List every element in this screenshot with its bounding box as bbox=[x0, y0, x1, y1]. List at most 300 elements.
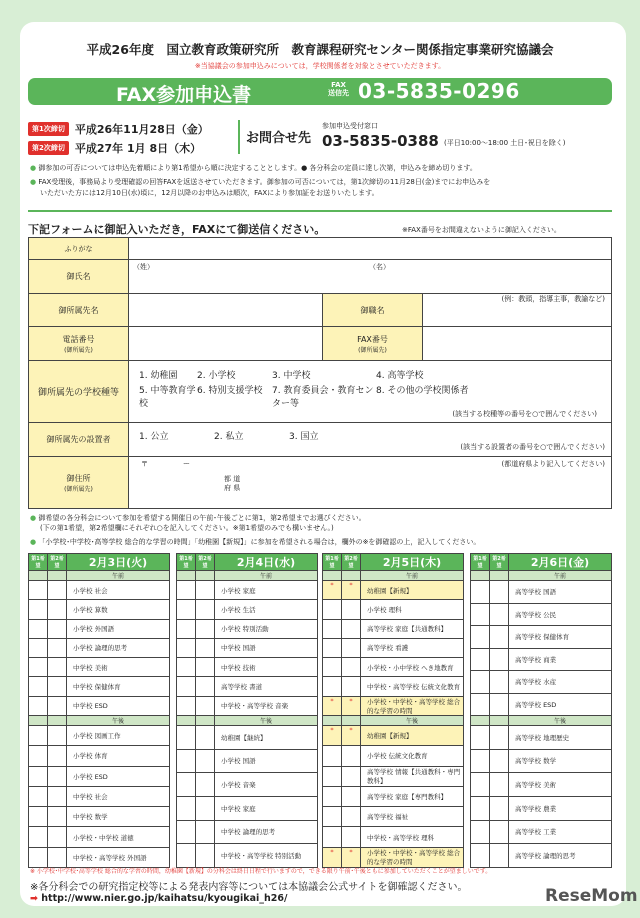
school-type-label: 御所属先の学校種等 bbox=[29, 361, 129, 423]
session-row-item bbox=[29, 786, 170, 806]
choice1-checkbox[interactable] bbox=[323, 827, 342, 847]
session-row-item bbox=[29, 696, 170, 715]
choice1-checkbox[interactable] bbox=[177, 600, 196, 619]
deadline-badge: 第1次締切 bbox=[28, 122, 69, 136]
subject-name: 小学校 社会 bbox=[67, 581, 170, 600]
subject-name: 小学校・中学校・高等学校 総合的な学習の時間 bbox=[361, 696, 464, 715]
choice2-checkbox[interactable] bbox=[196, 677, 215, 696]
choice2-checkbox[interactable] bbox=[196, 600, 215, 619]
deadline-date: 平成26年11月28日（金） bbox=[74, 123, 209, 136]
session-row bbox=[177, 715, 318, 725]
subject-name: 幼稚園【継続】 bbox=[215, 725, 318, 749]
subject-name: 幼稚園【新規】 bbox=[361, 725, 464, 745]
contact-number: 03-5835-0388 bbox=[322, 132, 439, 150]
subject-name: 高等学校 書道 bbox=[215, 677, 318, 696]
fax-banner bbox=[28, 78, 612, 105]
choice2-checkbox[interactable] bbox=[342, 827, 361, 847]
choice1-checkbox[interactable] bbox=[177, 696, 196, 715]
school-option[interactable]: 5. 中等教育学校 bbox=[139, 386, 196, 409]
school-type-field[interactable] bbox=[129, 361, 612, 423]
position-label: 御職名 bbox=[323, 294, 423, 327]
session-row-item bbox=[177, 619, 318, 638]
choice1-checkbox[interactable] bbox=[323, 786, 342, 806]
affiliation-field[interactable] bbox=[129, 294, 323, 327]
choice1-checkbox[interactable]: * bbox=[323, 696, 342, 715]
subject-name: 小学校 音楽 bbox=[215, 773, 318, 797]
choice2-checkbox[interactable] bbox=[490, 749, 509, 773]
choice2-checkbox[interactable] bbox=[196, 638, 215, 657]
choice2-checkbox[interactable] bbox=[196, 844, 215, 868]
address-label bbox=[29, 457, 129, 509]
session-row-item bbox=[29, 766, 170, 786]
subject-name: 高等学校 水産 bbox=[509, 671, 612, 694]
subject-name: 中学校 保健体育 bbox=[67, 677, 170, 696]
footer-red-note: ※ 小学校･中学校･高等学校 総合的な学習の時間，幼稚園【新規】の分科会は終日日程で行いますので，できる限り午前･午後ともに参加していただくことが望ましいです。 bbox=[30, 868, 492, 875]
session-label: 午後 bbox=[67, 715, 170, 725]
school-option[interactable]: 2. 小学校 bbox=[197, 371, 236, 381]
deadline-2 bbox=[28, 140, 201, 156]
session-row-item bbox=[323, 827, 464, 847]
address-label-text: 御住所 bbox=[66, 473, 91, 483]
school-hint: (該当する校種等の番号を○で囲んでください) bbox=[452, 410, 597, 418]
choice1-checkbox[interactable] bbox=[29, 600, 48, 619]
session-label: 午前 bbox=[67, 571, 170, 581]
subject-name: 高等学校 保健体育 bbox=[509, 626, 612, 649]
session-row-item bbox=[177, 658, 318, 677]
schedule-day-table bbox=[322, 553, 464, 868]
choice1-checkbox[interactable] bbox=[29, 786, 48, 806]
position-hint: (例：教頭，指導主事，教諭など) bbox=[501, 295, 605, 303]
subject-name: 高等学校 ESD bbox=[509, 693, 612, 716]
choice2-checkbox[interactable] bbox=[48, 619, 67, 638]
session-row-item bbox=[323, 807, 464, 827]
subject-name: 高等学校 論理的思考 bbox=[509, 844, 612, 868]
subject-name: 中学校 数学 bbox=[67, 807, 170, 827]
school-option[interactable]: 4. 高等学校 bbox=[376, 371, 424, 381]
cell bbox=[342, 715, 361, 725]
subject-name: 小学校・中学校 道徳 bbox=[67, 827, 170, 847]
choice2-checkbox[interactable] bbox=[196, 725, 215, 749]
session-row-item bbox=[177, 677, 318, 696]
choice1-checkbox[interactable] bbox=[471, 626, 490, 649]
founder-field[interactable] bbox=[129, 423, 612, 457]
phone-field[interactable] bbox=[129, 327, 323, 361]
choice1-checkbox[interactable]: * bbox=[323, 581, 342, 600]
choice1-checkbox[interactable] bbox=[323, 600, 342, 619]
choice1-checkbox[interactable] bbox=[29, 638, 48, 657]
fax-label bbox=[323, 327, 423, 361]
subject-name: 中学校 社会 bbox=[67, 786, 170, 806]
choice1-checkbox[interactable] bbox=[177, 844, 196, 868]
session-row-item bbox=[323, 746, 464, 766]
subject-name: 小学校 伝統文化教育 bbox=[361, 746, 464, 766]
session-row bbox=[323, 571, 464, 581]
choice2-checkbox[interactable] bbox=[196, 619, 215, 638]
fax-sub: (御所属先) bbox=[358, 346, 387, 354]
choice1-checkbox[interactable] bbox=[471, 773, 490, 797]
choice1-checkbox[interactable] bbox=[29, 619, 48, 638]
cell bbox=[490, 716, 509, 726]
choice1-checkbox[interactable] bbox=[177, 638, 196, 657]
phone-label bbox=[29, 327, 129, 361]
choice2-checkbox[interactable] bbox=[48, 847, 67, 867]
subject-name: 幼稚園【新規】 bbox=[361, 581, 464, 600]
subject-name: 小学校 外国語 bbox=[67, 619, 170, 638]
session-row-item bbox=[29, 807, 170, 827]
cell bbox=[471, 716, 490, 726]
schedule-day-table bbox=[470, 553, 612, 868]
choice2-checkbox[interactable] bbox=[342, 600, 361, 619]
school-option[interactable]: 8. その他の学校関係者 bbox=[376, 386, 469, 396]
session-row-item bbox=[471, 820, 612, 844]
subject-name: 高等学校 農業 bbox=[509, 796, 612, 820]
choice2-checkbox[interactable] bbox=[48, 807, 67, 827]
choice1-checkbox[interactable] bbox=[29, 827, 48, 847]
choice2-checkbox[interactable] bbox=[48, 725, 67, 745]
choice2-checkbox[interactable] bbox=[196, 696, 215, 715]
session-row-item bbox=[177, 638, 318, 657]
furigana-field[interactable] bbox=[129, 238, 612, 260]
choice2-checkbox[interactable] bbox=[342, 619, 361, 638]
choice2-checkbox[interactable] bbox=[196, 581, 215, 600]
session-row-item bbox=[323, 677, 464, 696]
session-row-item bbox=[471, 796, 612, 820]
choice2-checkbox[interactable]: * bbox=[342, 581, 361, 600]
choice2-checkbox[interactable] bbox=[342, 746, 361, 766]
fax-number: 03-5835-0296 bbox=[358, 79, 520, 103]
choice2-checkbox[interactable] bbox=[48, 827, 67, 847]
session-row-item bbox=[29, 677, 170, 696]
session-label: 午後 bbox=[215, 715, 318, 725]
bullet-2: ● FAX受理後，事務局より受理確認の回答FAXを返送させていただきます。御参加の可否については，第1次締切の11月28日(金)までにお申込みを bbox=[30, 178, 491, 186]
divider bbox=[28, 210, 612, 212]
subject-name: 高等学校 数学 bbox=[509, 749, 612, 773]
choice2-checkbox[interactable] bbox=[342, 658, 361, 677]
arrow-right-icon: ➡ bbox=[30, 893, 38, 904]
choice2-checkbox[interactable] bbox=[196, 820, 215, 844]
subject-name: 高等学校 家庭【共通教科】 bbox=[361, 619, 464, 638]
position-field[interactable] bbox=[423, 294, 612, 327]
choice2-checkbox[interactable]: * bbox=[342, 847, 361, 867]
cell bbox=[48, 715, 67, 725]
choice2-checkbox[interactable] bbox=[48, 658, 67, 677]
cell bbox=[323, 715, 342, 725]
subject-name: 小学校・小中学校 へき地教育 bbox=[361, 658, 464, 677]
choice1-checkbox[interactable] bbox=[323, 638, 342, 657]
subject-name: 高等学校 地理歴史 bbox=[509, 726, 612, 750]
choice1-checkbox[interactable] bbox=[29, 725, 48, 745]
school-option[interactable]: 7. 教育委員会・教育センター等 bbox=[272, 386, 374, 409]
deadline-badge: 第2次締切 bbox=[28, 141, 69, 155]
session-row bbox=[29, 715, 170, 725]
session-row bbox=[471, 716, 612, 726]
choice2-checkbox[interactable] bbox=[490, 773, 509, 797]
choice1-checkbox[interactable]: * bbox=[323, 725, 342, 745]
choice2-checkbox[interactable] bbox=[196, 796, 215, 820]
choice2-checkbox[interactable] bbox=[490, 693, 509, 716]
choice1-checkbox[interactable] bbox=[471, 749, 490, 773]
choice1-checkbox[interactable] bbox=[29, 847, 48, 867]
choice2-checkbox[interactable] bbox=[490, 726, 509, 750]
session-row-item bbox=[177, 773, 318, 797]
choice2-checkbox[interactable] bbox=[490, 844, 509, 868]
choice2-header: 第2希望 bbox=[342, 554, 361, 571]
session-label: 午前 bbox=[215, 571, 318, 581]
session-row-item bbox=[323, 638, 464, 657]
postal-mark: 〒 ー bbox=[141, 460, 190, 468]
subject-name: 高等学校 商業 bbox=[509, 648, 612, 671]
choice2-checkbox[interactable] bbox=[342, 677, 361, 696]
note-text: 御希望の各分科会について参加を希望する開催日の午前･午後ごとに第1，第2希望までお選びください。 bbox=[38, 514, 366, 522]
choice1-checkbox[interactable] bbox=[323, 807, 342, 827]
choice2-checkbox[interactable] bbox=[48, 766, 67, 786]
session-row bbox=[323, 715, 464, 725]
subject-name: 中学校・高等学校 音楽 bbox=[215, 696, 318, 715]
session-row bbox=[471, 571, 612, 581]
subject-name: 小学校 生活 bbox=[215, 600, 318, 619]
choice2-checkbox[interactable] bbox=[48, 600, 67, 619]
fax-label-1: FAX bbox=[331, 81, 346, 89]
subject-name: 小学校 特別活動 bbox=[215, 619, 318, 638]
choice1-checkbox[interactable] bbox=[177, 658, 196, 677]
choice1-checkbox[interactable] bbox=[29, 746, 48, 766]
choice2-checkbox[interactable] bbox=[342, 766, 361, 786]
day-header: 2月4日(水) bbox=[215, 554, 318, 571]
choice1-checkbox[interactable] bbox=[323, 746, 342, 766]
choice2-checkbox[interactable]: * bbox=[342, 696, 361, 715]
session-row-item bbox=[29, 658, 170, 677]
choice1-header: 第1希望 bbox=[29, 554, 48, 571]
choice1-checkbox[interactable] bbox=[471, 820, 490, 844]
choice1-checkbox[interactable] bbox=[29, 807, 48, 827]
session-row-item bbox=[471, 844, 612, 868]
session-row-item bbox=[177, 696, 318, 715]
subject-name: 高等学校 美術 bbox=[509, 773, 612, 797]
cell bbox=[323, 571, 342, 581]
choice1-checkbox[interactable] bbox=[471, 581, 490, 604]
session-row-item bbox=[471, 773, 612, 797]
choice2-checkbox[interactable] bbox=[342, 786, 361, 806]
session-row-item bbox=[323, 600, 464, 619]
address-field[interactable] bbox=[129, 457, 612, 509]
choice2-checkbox[interactable] bbox=[490, 626, 509, 649]
session-row-item bbox=[29, 619, 170, 638]
subject-name: 小学校 理科 bbox=[361, 600, 464, 619]
session-label: 午後 bbox=[509, 716, 612, 726]
session-row-item bbox=[29, 581, 170, 600]
choice1-checkbox[interactable] bbox=[29, 581, 48, 600]
session-row-item bbox=[323, 658, 464, 677]
choice2-checkbox[interactable] bbox=[48, 786, 67, 806]
choice2-header: 第2希望 bbox=[196, 554, 215, 571]
subject-name: 中学校・高等学校 理科 bbox=[361, 827, 464, 847]
choice1-checkbox[interactable] bbox=[29, 766, 48, 786]
choice1-checkbox[interactable] bbox=[177, 820, 196, 844]
choice1-checkbox[interactable] bbox=[323, 619, 342, 638]
note-1: ● 御希望の各分科会について参加を希望する開催日の午前･午後ごとに第1，第2希望までお選びください。 bbox=[30, 514, 366, 522]
fax-field[interactable] bbox=[423, 327, 612, 361]
form-note: ※FAX番号をお間違えないように御記入ください。 bbox=[402, 226, 561, 234]
choice2-checkbox[interactable] bbox=[490, 796, 509, 820]
subject-name: 中学校 美術 bbox=[67, 658, 170, 677]
choice1-checkbox[interactable] bbox=[177, 677, 196, 696]
session-label: 午前 bbox=[509, 571, 612, 581]
choice1-checkbox[interactable] bbox=[177, 725, 196, 749]
choice1-checkbox[interactable] bbox=[29, 696, 48, 715]
subject-name: 中学校 国語 bbox=[215, 638, 318, 657]
choice2-header: 第2希望 bbox=[48, 554, 67, 571]
choice2-checkbox[interactable] bbox=[342, 807, 361, 827]
choice2-checkbox[interactable] bbox=[196, 749, 215, 773]
note-text: 「小学校･中学校･高等学校 総合的な学習の時間」「幼稚園【新規】」に参加を希望される場合は，欄外の※を御確認の上，記入してください。 bbox=[38, 538, 481, 546]
form-heading: 下記フォームに御記入いただき，FAXにて御送信ください。 bbox=[28, 223, 326, 236]
bullet-text: FAX受理後，事務局より受理確認の回答FAXを返送させていただきます。御参加の可否については，第1次締切の11月28日(金)までにお申込みを bbox=[38, 178, 491, 186]
session-row-item bbox=[177, 796, 318, 820]
contact-label: お問合せ先 bbox=[246, 131, 312, 146]
subject-name: 高等学校 看護 bbox=[361, 638, 464, 657]
session-row-item bbox=[323, 847, 464, 867]
session-row-item bbox=[323, 619, 464, 638]
school-option[interactable]: 1. 幼稚園 bbox=[139, 371, 178, 381]
session-row-item bbox=[29, 847, 170, 867]
choice1-checkbox[interactable] bbox=[471, 844, 490, 868]
founder-option[interactable]: 3. 国立 bbox=[289, 432, 319, 442]
choice2-checkbox[interactable] bbox=[490, 648, 509, 671]
school-option[interactable]: 6. 特別支援学校 bbox=[197, 386, 263, 396]
choice2-checkbox[interactable] bbox=[196, 773, 215, 797]
eligibility-note: ※当協議会の参加申込みについては，学校関係者を対象とさせていただきます。 bbox=[194, 62, 446, 70]
choice1-checkbox[interactable] bbox=[177, 581, 196, 600]
subject-name: 高等学校 福祉 bbox=[361, 807, 464, 827]
session-row-item bbox=[471, 626, 612, 649]
choice2-checkbox[interactable] bbox=[490, 581, 509, 604]
choice1-checkbox[interactable] bbox=[471, 603, 490, 626]
document-title: 平成26年度 国立教育政策研究所 教育課程研究センター関係指定事業研究協議会 bbox=[86, 42, 554, 57]
choice2-checkbox[interactable] bbox=[48, 638, 67, 657]
school-option[interactable]: 3. 中学校 bbox=[272, 371, 311, 381]
choice2-checkbox[interactable] bbox=[342, 638, 361, 657]
fax-label bbox=[328, 81, 349, 97]
subject-name: 小学校 図画工作 bbox=[67, 725, 170, 745]
subject-name: 小学校 算数 bbox=[67, 600, 170, 619]
cell bbox=[177, 571, 196, 581]
divider bbox=[238, 120, 240, 154]
choice1-checkbox[interactable] bbox=[29, 677, 48, 696]
choice1-checkbox[interactable] bbox=[323, 658, 342, 677]
deadline-date: 平成27年 1月 8日（木） bbox=[74, 142, 202, 155]
application-form bbox=[28, 237, 612, 509]
session-row-item bbox=[471, 603, 612, 626]
subject-name: 高等学校 公民 bbox=[509, 603, 612, 626]
choice2-checkbox[interactable] bbox=[490, 671, 509, 694]
cell bbox=[48, 571, 67, 581]
choice1-checkbox[interactable] bbox=[471, 671, 490, 694]
choice1-checkbox[interactable] bbox=[471, 796, 490, 820]
subject-name: 中学校 ESD bbox=[67, 696, 170, 715]
bullet-2-cont: いただいた方には12月10日(水)頃に，12月以降のお申込みは順次，FAXにより参加証をお送りいたします。 bbox=[40, 189, 379, 197]
session-row-item bbox=[471, 693, 612, 716]
choice2-checkbox[interactable] bbox=[48, 746, 67, 766]
fax-label-2: 送信先 bbox=[328, 89, 349, 97]
subject-name: 小学校 論理的思考 bbox=[67, 638, 170, 657]
choice2-checkbox[interactable] bbox=[490, 820, 509, 844]
subject-name: 小学校・中学校・高等学校 総合的な学習の時間 bbox=[361, 847, 464, 867]
note-2: ● 「小学校･中学校･高等学校 総合的な学習の時間」「幼稚園【新規】」に参加を希望される場合は，欄外の※を御確認の上，記入してください。 bbox=[30, 538, 481, 546]
choice2-checkbox[interactable] bbox=[48, 581, 67, 600]
note-1-cont: (下の第1希望，第2希望欄にそれぞれ○を記入してください。※第1希望のみでも構いません。) bbox=[40, 524, 334, 532]
founder-hint: (該当する設置者の番号を○で囲んでください) bbox=[460, 443, 605, 451]
choice1-checkbox[interactable] bbox=[29, 658, 48, 677]
sei-label: （姓） bbox=[133, 263, 154, 271]
session-row-item bbox=[29, 725, 170, 745]
contact-sub: 参加申込受付窓口 bbox=[322, 122, 378, 130]
session-row-item bbox=[177, 581, 318, 600]
subject-name: 小学校 国語 bbox=[215, 749, 318, 773]
choice2-checkbox[interactable] bbox=[48, 677, 67, 696]
subject-name: 小学校 体育 bbox=[67, 746, 170, 766]
subject-name: 小学校 家庭 bbox=[215, 581, 318, 600]
footer-note: ※各分科会での研究指定校等による発表内容等については本協議会公式サイトを御確認ください。 bbox=[30, 882, 468, 893]
choice1-checkbox[interactable] bbox=[471, 726, 490, 750]
choice1-checkbox[interactable] bbox=[177, 749, 196, 773]
day-header: 2月6日(金) bbox=[509, 554, 612, 571]
choice1-checkbox[interactable] bbox=[177, 796, 196, 820]
choice1-checkbox[interactable] bbox=[177, 619, 196, 638]
phone-sub: (御所属先) bbox=[64, 346, 93, 354]
session-row-item bbox=[323, 766, 464, 786]
choice1-checkbox[interactable]: * bbox=[323, 847, 342, 867]
subject-name: 中学校 技術 bbox=[215, 658, 318, 677]
fax-label-text: FAX番号 bbox=[357, 334, 388, 344]
choice1-checkbox[interactable] bbox=[323, 677, 342, 696]
phone-label-text: 電話番号 bbox=[62, 334, 95, 344]
session-row-item bbox=[177, 844, 318, 868]
choice1-checkbox[interactable] bbox=[323, 766, 342, 786]
session-row-item bbox=[323, 581, 464, 600]
session-row-item bbox=[323, 786, 464, 806]
site-url[interactable]: http://www.nier.go.jp/kaihatsu/kyougikai_h26/ bbox=[41, 893, 288, 904]
schedule-day-table bbox=[28, 553, 170, 868]
choice1-checkbox[interactable] bbox=[177, 773, 196, 797]
session-row-item bbox=[177, 725, 318, 749]
choice2-checkbox[interactable] bbox=[48, 696, 67, 715]
founder-option[interactable]: 2. 私立 bbox=[214, 432, 244, 442]
choice1-checkbox[interactable] bbox=[471, 693, 490, 716]
choice2-checkbox[interactable] bbox=[490, 603, 509, 626]
subject-name: 高等学校 工業 bbox=[509, 820, 612, 844]
contact-hours: (平日10:00～18:00 土日･祝日を除く) bbox=[444, 139, 566, 147]
name-field[interactable] bbox=[129, 260, 612, 294]
cell bbox=[29, 571, 48, 581]
choice2-checkbox[interactable]: * bbox=[342, 725, 361, 745]
choice2-checkbox[interactable] bbox=[196, 658, 215, 677]
session-row-item bbox=[471, 671, 612, 694]
choice1-header: 第1希望 bbox=[177, 554, 196, 571]
name-label: 御氏名 bbox=[29, 260, 129, 294]
founder-option[interactable]: 1. 公立 bbox=[139, 432, 169, 442]
session-label: 午前 bbox=[361, 571, 464, 581]
footer-link[interactable] bbox=[30, 893, 288, 904]
school-options bbox=[139, 368, 603, 409]
bullet-1: ● 御参加の可否については申込先着順により第1希望から順に決定することとします。● 各分科会の定員に達し次第，申込みを締め切ります。 bbox=[30, 164, 477, 172]
day-header: 2月5日(木) bbox=[361, 554, 464, 571]
choice2-header: 第2希望 bbox=[490, 554, 509, 571]
choice1-checkbox[interactable] bbox=[471, 648, 490, 671]
session-row-item bbox=[177, 600, 318, 619]
subject-name: 中学校・高等学校 伝統文化教育 bbox=[361, 677, 464, 696]
address-hint: (都道府県より記入してください) bbox=[501, 460, 605, 468]
subject-name: 中学校・高等学校 外国語 bbox=[67, 847, 170, 867]
